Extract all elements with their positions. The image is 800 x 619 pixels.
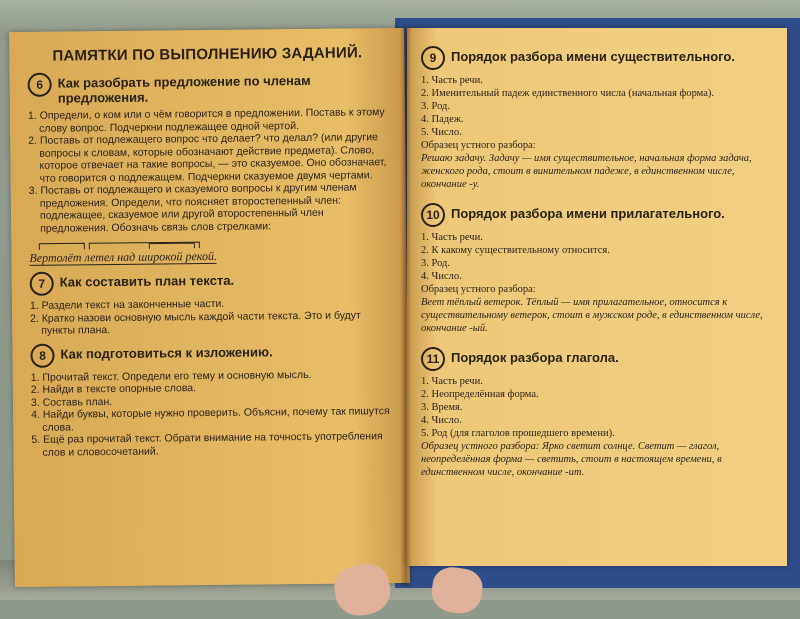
list-item: 1. Часть речи. [421, 376, 483, 387]
left-page [9, 28, 410, 587]
example-sentence: Вертолёт летел над широкой рекой. [29, 248, 217, 265]
list-item: 2. Кратко назови основную мысль каждой части текста. Это и будут пункты плана. [30, 308, 361, 337]
list-item: 2. Поставь от подлежащего вопрос что делает? что делал? (или другие вопросы к словам, которые обозначают действие предмета). Слово, которое отвечает на такие вопросы, — это сказуемое. Оно обозначает, что говорится о подлежащем. Подчеркни сказуемое двумя чертами. [28, 131, 387, 185]
sample-analysis: Веет тёплый ветерок. Тёплый — имя прилагательное, относится к существительному ветерок, стоит в мужском роде, в единственном числе, окончание -ый. [421, 297, 763, 334]
section-heading: Порядок разбора имени прилагательного. [451, 206, 725, 221]
list-item: 3. Время. [421, 402, 463, 413]
section-heading: Порядок разбора глагола. [451, 350, 619, 365]
section-8-list [31, 368, 392, 459]
section-11-header [421, 347, 776, 371]
list-item: 3. Род. [421, 258, 450, 269]
section-heading: Как подготовиться к изложению. [60, 343, 273, 362]
page-title: ПАМЯТКИ ПО ВЫПОЛНЕНИЮ ЗАДАНИЙ. [52, 44, 363, 65]
section-11-list [421, 375, 776, 440]
list-item: 4. Число. [421, 271, 462, 282]
left-page-content [27, 42, 391, 459]
list-item: 3. Поставь от подлежащего и сказуемого вопросы к другим членам предложения. Определи, что поясняет второстепенный член: подлежащее, сказуемое или другой второстепенный член предложения. Обозначь связь слов стрелками: [28, 181, 357, 235]
sample-label: Образец устного разбора: [421, 284, 536, 295]
section-7-header [30, 268, 390, 296]
section-10-header [421, 203, 776, 227]
list-item: 5. Число. [421, 127, 462, 138]
section-6-list [28, 106, 389, 235]
sample-label: Образец устного разбора: [421, 140, 536, 151]
right-page [407, 28, 787, 566]
arrow-adjective [149, 243, 194, 248]
list-item: 2. Именительный падеж единственного числа (начальная форма). [421, 88, 715, 99]
list-item: 5. Ещё раз прочитай текст. Обрати внимание на точность употребления слов и словосочетаний. [31, 430, 383, 459]
arrow-subject-predicate [39, 243, 84, 249]
book-gutter [400, 26, 412, 586]
section-6-header [28, 69, 388, 106]
section-8-header [30, 340, 390, 368]
section-9-list [421, 74, 776, 139]
list-item: 3. Составь план. [30, 395, 113, 409]
section-number-badge: 11 [421, 347, 445, 371]
section-heading: Как разобрать предложение по членам предложения. [57, 72, 311, 106]
list-item: 3. Род. [421, 101, 450, 112]
list-item: 1. Часть речи. [421, 75, 483, 86]
section-number-badge: 7 [30, 272, 54, 296]
sample-analysis: Образец устного разбора: Ярко светит солнце. Светит — глагол, неопределённая форма — светить, стоит в настоящем времени, в единственном числе, окончание -ит. [421, 441, 722, 478]
list-item: 2. Найди в тексте опорные слова. [30, 382, 197, 396]
right-page-content [421, 40, 776, 479]
section-number-badge: 10 [421, 203, 445, 227]
section-9-header [421, 46, 776, 70]
example-sentence-block [29, 237, 389, 266]
section-7-list [30, 296, 390, 337]
section-number-badge: 6 [28, 73, 52, 97]
list-item: 2. Неопределённая форма. [421, 389, 539, 400]
list-item: 1. Определи, о ком или о чём говорится в предложении. Поставь к этому слову вопрос. Подчеркни подлежащее одной чертой. [27, 106, 385, 135]
list-item: 2. К какому существительному относится. [421, 245, 610, 256]
list-item: 4. Число. [421, 415, 462, 426]
list-item: 4. Падеж. [421, 114, 464, 125]
list-item: 4. Найди буквы, которые нужно проверить. Объясни, почему так пишутся слова. [31, 405, 390, 434]
section-heading: Порядок разбора имени существительного. [451, 49, 735, 64]
list-item: 5. Род (для глаголов прошедшего времени). [421, 428, 615, 439]
section-heading: Как составить план текста. [59, 272, 235, 290]
list-item: 1. Раздели текст на законченные части. [29, 297, 225, 312]
list-item: 1. Прочитай текст. Определи его тему и основную мысль. [30, 368, 312, 384]
section-10-list [421, 231, 776, 283]
list-item: 1. Часть речи. [421, 232, 483, 243]
section-number-badge: 9 [421, 46, 445, 70]
sample-analysis: Решаю задачу. Задачу — имя существительное, начальная форма задача, женского рода, стоит в винительном падеже, в единственном числе, окончание -у. [421, 153, 752, 190]
section-number-badge: 8 [30, 343, 54, 367]
